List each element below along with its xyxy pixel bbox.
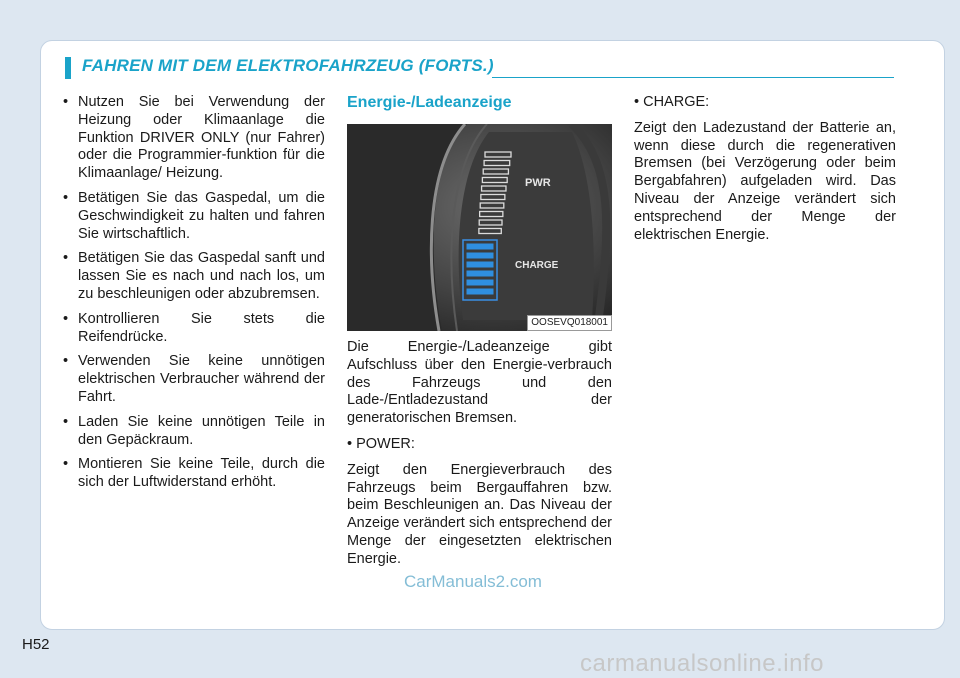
charge-segment xyxy=(467,289,493,294)
charge-segment xyxy=(467,253,493,258)
watermark-carmanuals[interactable]: CarManuals2.com xyxy=(404,572,542,591)
header-rule xyxy=(492,77,894,78)
power-heading: • POWER: xyxy=(347,435,415,452)
charge-description: Zeigt den Ladezustand der Batterie an, wenn diese durch die regenerativen Bremsen (bei Verzögerung oder beim Bergabfahren) aufgeladen wird. Das Niveau der Anzeige verändert sich entsprechend der Menge der elektrischen Energie. xyxy=(634,119,896,243)
section-title: Energie-/Ladeanzeige xyxy=(347,94,512,111)
tip-item: • Betätigen Sie das Gaspedal sanft und lassen Sie es nach und nach los, um zu beschleunigen oder abzubremsen. xyxy=(63,250,325,303)
charge-heading: • CHARGE: xyxy=(634,94,710,110)
figure-code: OOSEVQ018001 xyxy=(527,315,612,331)
power-description: Zeigt den Energieverbrauch des Fahrzeugs beim Bergauffahren bzw. beim Beschleunigen an. Das Niveau der Anzeige verändert sich entsprechend der Menge der eingesetzten elektrischen Energie. xyxy=(347,461,612,567)
charge-label: CHARGE xyxy=(515,260,559,271)
footer-watermark: carmanualsonline.info xyxy=(580,650,824,677)
tip-item: • Verwenden Sie keine unnötigen elektrischen Verbraucher während der Fahrt. xyxy=(63,353,325,406)
tip-item: • Nutzen Sie bei Verwendung der Heizung oder Klimaanlage die Funktion DRIVER ONLY (nur Fahrer) oder die Programmier-funktion für die Klimaanlage/ Heizung. xyxy=(63,94,325,183)
tip-item: • Kontrollieren Sie stets die Reifendrücke. xyxy=(63,311,325,347)
charge-segment xyxy=(467,244,493,249)
page-title: FAHREN MIT DEM ELEKTROFAHRZEUG (FORTS.) xyxy=(82,56,494,75)
charge-segment xyxy=(467,271,493,276)
charge-segment xyxy=(467,280,493,285)
column-energy-gauge xyxy=(347,94,612,577)
column-tips xyxy=(63,94,325,499)
tip-item: • Betätigen Sie das Gaspedal, um die Geschwindigkeit zu halten und fahren Sie wirtschaftlich. xyxy=(63,190,325,243)
column-charge xyxy=(634,94,896,252)
gauge-intro: Die Energie-/Ladeanzeige gibt Aufschluss über den Energie-verbrauch des Fahrzeugs und den Lade-/Entladezustand der generatorischen Bremsen. xyxy=(347,339,612,427)
page-number: H52 xyxy=(22,636,50,653)
charge-segment xyxy=(467,262,493,267)
header-accent-bar xyxy=(65,57,71,79)
pwr-label: PWR xyxy=(525,177,551,189)
tip-item: • Montieren Sie keine Teile, durch die sich der Luftwiderstand erhöht. xyxy=(63,456,325,492)
energy-gauge-figure xyxy=(347,124,612,331)
tip-item: • Laden Sie keine unnötigen Teile in den Gepäckraum. xyxy=(63,414,325,450)
gauge-illustration xyxy=(347,124,612,331)
